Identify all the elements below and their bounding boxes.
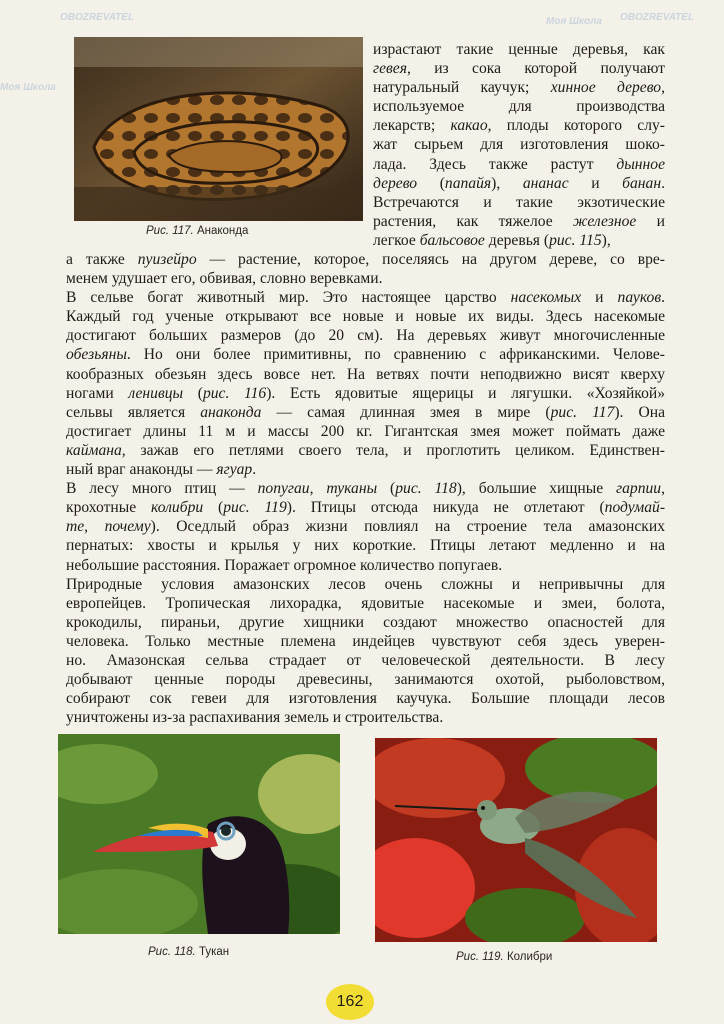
italic-term: банан [622, 174, 662, 192]
text-run: сельвы является [66, 403, 201, 421]
figure-118-number: Рис. 118. [148, 946, 196, 958]
italic-term: гарпии [616, 480, 662, 498]
text-run: ). Оседлый образ жизни повлиял на строение тела амазонских [150, 518, 665, 536]
figure-117-caption [146, 225, 248, 237]
text-run: . [661, 289, 665, 307]
text-line [66, 613, 665, 632]
text-run: деревья ( [484, 231, 550, 249]
text-run: и [581, 289, 618, 307]
text-run: европейцев. Тропическая лихорадка, ядовитые насекомые и змеи, болота, [66, 594, 665, 612]
text-run: В сельве богат животный мир. Это настоящее царство [66, 289, 511, 307]
italic-term: железное [573, 212, 637, 230]
text-run: , [309, 480, 327, 498]
text-line [66, 708, 665, 727]
italic-term: колибри [151, 499, 204, 517]
text-line [66, 536, 665, 555]
text-line [66, 403, 665, 422]
text-run: достигает длины 11 м и массы 200 кг. Гигантская змея может поймать даже [66, 422, 665, 440]
text-run: . Но они более примитивны, по сравнению с африканскими. Челове- [126, 346, 665, 364]
hummingbird-photo [375, 738, 657, 942]
text-line [373, 40, 665, 59]
text-line [373, 116, 665, 135]
italic-term: подумай- [604, 499, 665, 517]
italic-term: пауков [617, 289, 662, 307]
toucan-illustration [58, 734, 340, 934]
italic-term: бальсовое [419, 231, 485, 249]
text-line [66, 250, 665, 269]
text-run: ный враг анаконды — [66, 461, 217, 479]
text-run: собирают сок гевеи для изготовления каучука. Большие площади лесов [66, 690, 665, 708]
italic-term: рис. 116 [202, 384, 267, 402]
text-run: ). Птицы отсюда никуда не отлетают ( [286, 499, 605, 517]
text-run: растения, как тяжелое [373, 212, 574, 230]
text-run: ногами [66, 384, 129, 402]
toucan-photo [58, 734, 340, 934]
text-run: , зажав его петлями своего тела, и проглотить целиком. Единствен- [121, 441, 665, 459]
text-run: ( [417, 174, 445, 192]
text-run: ), большие хищные [456, 480, 617, 498]
text-run: кообразных обезьян здесь вовсе нет. На ветвях почти неподвижно висят кверху [66, 365, 665, 383]
italic-term: ягуар [216, 461, 253, 479]
text-line [66, 422, 665, 441]
text-run: жат сырьем для изготовления шоко- [373, 136, 665, 154]
text-line [66, 384, 665, 403]
text-column-top [373, 40, 665, 250]
text-line [373, 78, 665, 97]
text-run: ), [601, 231, 611, 249]
text-run: крокодилы, пираньи, другие хищники создают множество опасностей для [66, 613, 665, 631]
italic-term: хинное дерево [550, 79, 662, 97]
italic-term: туканы [326, 480, 378, 498]
text-run: используемое для производства [373, 98, 665, 116]
text-run: Встречаются и такие экзотические [373, 193, 665, 211]
text-run: и [636, 212, 665, 230]
text-run: ). Она [614, 403, 665, 421]
italic-term: пуизейро [137, 251, 197, 268]
text-line [66, 670, 665, 689]
text-run: крохотные [66, 499, 152, 517]
text-run: лада. Здесь также растут [373, 155, 617, 173]
text-run: легкое [373, 231, 420, 249]
text-line [373, 231, 665, 250]
watermark-obozrevatel-2: OBOZREVATEL [620, 12, 695, 23]
text-line [66, 479, 665, 498]
italic-term: попугаи [257, 480, 310, 498]
italic-term: какао [450, 117, 488, 135]
watermark-moya-2: Моя Школа [546, 16, 602, 27]
text-run: ( [203, 499, 224, 517]
text-run: . [661, 174, 665, 192]
text-line [66, 345, 665, 364]
watermark-moya-1: Моя Школа [0, 82, 56, 93]
text-run: натуральный каучук; [373, 79, 551, 97]
figure-118-caption [148, 946, 229, 958]
text-run: достигают больших размеров (до 20 см). На деревьях живут многочисленные [66, 327, 665, 345]
text-run: Каждый год ученые открывают все новые и новые их виды. Здесь насекомые [66, 308, 665, 326]
italic-term: гевея [373, 60, 407, 78]
text-line [373, 212, 665, 231]
italic-term: те, почему [66, 518, 151, 536]
text-line [66, 689, 665, 708]
italic-term: рис. 118 [395, 480, 457, 498]
text-line [66, 460, 665, 479]
text-line [373, 193, 665, 212]
text-run: , [661, 480, 665, 498]
text-run: менем удушает его, обвивая, словно веревками. [66, 270, 383, 288]
text-run: — растение, которое, поселяясь на другом дереве, со вре- [196, 251, 665, 268]
text-line [66, 498, 665, 517]
italic-term: папайя [444, 174, 492, 192]
italic-term: рис. 117 [550, 403, 615, 421]
text-body [66, 250, 665, 727]
figure-119-title: Колибри [506, 951, 553, 963]
figure-119-caption [456, 951, 552, 963]
figure-117-title: Анаконда [196, 225, 249, 237]
text-run: , плоды которого слу- [487, 117, 665, 135]
text-line [66, 326, 665, 345]
figure-118-title: Тукан [198, 946, 230, 958]
text-run: ( [377, 480, 396, 498]
figure-119-number: Рис. 119. [456, 951, 504, 963]
text-line [66, 517, 665, 536]
italic-term: ленивцы [128, 384, 184, 402]
text-run: пернатых: хвосты и крылья у них короткие. Птицы летают медленно и на [66, 537, 665, 555]
text-run: но. Амазонская сельва страдает от человеческой деятельности. В лесу [66, 651, 665, 669]
anaconda-illustration [74, 37, 363, 221]
text-run: уничтожены из-за распахивания земель и строительства. [66, 709, 444, 727]
italic-term: ананас [522, 174, 569, 192]
page-number: 162 [326, 984, 374, 1020]
text-run: лекарств; [373, 117, 451, 135]
italic-term: анаконда [200, 403, 262, 421]
text-run: и [568, 174, 623, 192]
text-line [66, 269, 665, 288]
text-line [66, 632, 665, 651]
text-run: Природные условия амазонских лесов очень сложны и непривычны для [66, 575, 665, 593]
text-run: — самая длинная змея в мире ( [261, 403, 551, 421]
text-line [66, 651, 665, 670]
text-run: небольшие расстояния. Поражает огромное количество попугаев. [66, 556, 503, 574]
text-run: а также [66, 251, 138, 268]
text-line [373, 59, 665, 78]
text-run: , [661, 79, 665, 97]
italic-term: дынное [616, 155, 665, 173]
text-line [66, 575, 665, 594]
text-line [373, 174, 665, 193]
anaconda-photo [74, 37, 363, 221]
text-line [66, 307, 665, 326]
text-run: добывают ценные породы древесины, занимаются охотой, рыболовством, [66, 671, 665, 689]
watermark-obozrevatel-1: OBOZREVATEL [60, 12, 135, 23]
text-line [373, 135, 665, 154]
text-run: , из сока которой получают [406, 60, 665, 78]
text-line [66, 365, 665, 384]
text-line [66, 594, 665, 613]
text-line [66, 556, 665, 575]
italic-term: обезьяны [66, 346, 127, 364]
italic-term: дерево [373, 174, 418, 192]
text-run: человека. Только местные племена индейцев чувствуют себя здесь уверен- [66, 632, 665, 650]
italic-term: рис. 119 [223, 499, 287, 517]
text-line [373, 97, 665, 116]
text-line [66, 441, 665, 460]
figure-117-number: Рис. 117. [146, 225, 194, 237]
italic-term: рис. 115 [549, 231, 602, 249]
text-run: В лесу много птиц — [66, 480, 258, 498]
text-run: ( [183, 384, 203, 402]
text-line [66, 288, 665, 307]
text-run: ), [491, 174, 523, 192]
text-run: . [252, 461, 257, 479]
text-run: израстают такие ценные деревья, как [373, 41, 665, 58]
text-line [373, 155, 665, 174]
hummingbird-illustration [375, 738, 657, 942]
italic-term: каймана [66, 441, 122, 459]
italic-term: насекомых [510, 289, 582, 307]
text-run: ). Есть ядовитые ящерицы и лягушки. «Хозяйкой» [266, 384, 665, 402]
